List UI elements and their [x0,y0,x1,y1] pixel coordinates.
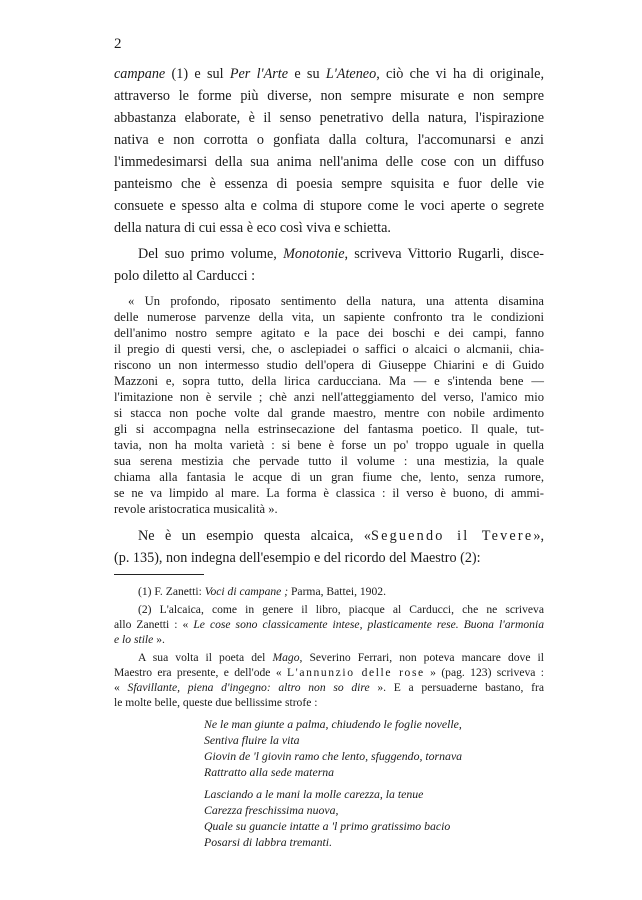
footnote-3-line: le molte belle, queste due bellissime strofe : [114,696,318,709]
footnote-3-line [138,650,544,666]
quote-line: Mazzoni e, sopra tutto, della lirica carducciana. Ma — e s'intenda bene — [114,374,544,388]
verse-line: Rattratto alla sede materna [204,765,335,779]
footnote-3-line [114,665,544,681]
quote-line: chiama alla fantasia le acque di un gran fiume che, lento, senza rumore, [114,470,544,484]
text-run: Maestro era presente, e dell'ode « [114,666,287,679]
quote-line: sua serena mestizia che pervade tutto il volume : una mestizia, la quale [114,454,544,468]
text-run: « [114,681,128,694]
verse-line: Posarsi di labbra tremanti. [204,835,333,849]
text-run: , Severino Ferrari, non poteva mancare dove il [299,651,544,664]
footnote-1 [138,584,568,600]
text-run: Ne è un esempio questa alcaica, « [138,528,371,544]
italic-quote: Sfavillante, piena d'ingegno: altro non so dire [127,681,370,694]
quote-line: il pregio di questi versi, che, o asclepiadei o saffici o alcaici o alcmanii, chia- [114,342,544,356]
text-line [114,64,544,84]
text-run: A sua volta il poeta del [138,651,273,664]
italic-title: Per l'Arte [229,66,289,82]
text-line: nativa e non corrotta o gonfiata dalla coltura, l'accomunarsi e anzi [114,132,544,148]
page-number: 2 [114,36,122,52]
text-line: attraverso le forme più diverse, non sempre misurate e non sempre [114,88,544,104]
text-line: l'immedesimarsi della sua anima nell'anima delle cose con un diffuso [114,154,544,170]
italic-quote: Le cose sono classicamente intese, plasticamente rese. Buona l'armonia [193,618,544,631]
quote-line: l'imitazione non è servile ; chè anzi nell'atteggiamento del verso, l'amico mio [114,390,544,404]
text-run: (1) e sul [165,66,230,82]
spaced-title: L'annunzio delle rose [286,666,425,679]
text-run: , ciò che vi ha di originale, [376,66,544,82]
text-run: , scriveva Vittorio Rugarli, disce- [344,246,545,262]
text-line [138,244,544,264]
text-run: », [533,528,544,544]
text-line: panteismo che è essenza di poesia sempre squisita e fuor delle vie [114,176,544,192]
footnote-rule [114,574,204,575]
verse-line: Giovin de 'l giovin ramo che lento, sfuggendo, tornava [204,749,463,763]
quote-line: delle numerose parvenze della vita, un sapiente confronto tra le condizioni [114,310,544,324]
italic-title: Monotonie [283,246,345,262]
footnote-2-line [114,632,544,648]
text-line [138,526,544,546]
footnote-2-line: (2) L'alcaica, come in genere il libro, piacque al Carducci, che ne scriveva [138,603,544,616]
verse-line: Carezza freschissima nuova, [204,803,339,817]
footnote-3-line [114,680,544,696]
italic-title: L'Ateneo [325,66,377,82]
text-line: (p. 135), non indegna dell'esempio e del ricordo del Maestro (2): [114,550,481,566]
italic-title: Voci di campane ; [204,585,289,598]
text-run: e su [288,66,326,82]
text-run: allo Zanetti : « [114,618,194,631]
verse-line: Sentiva fluire la vita [204,733,300,747]
text-run: ». E a persuaderne bastano, fra [369,681,545,694]
quote-line: tavia, non ha molta varietà : si bene è forse un po' troppo uguale in quella [114,438,544,452]
text-run: ». [153,633,165,646]
text-run: » (pag. 123) scriveva : [424,666,544,679]
quote-line: se ne va limpido al mare. La forma è classica : il verso è buono, di ammi- [114,486,544,500]
italic-title: Mago [272,651,300,664]
verse-line: Lasciando a le mani la molle carezza, la tenue [204,787,424,801]
text-run: (1) F. Zanetti: [138,585,205,598]
verse-line: Quale su guancie intatte a 'l primo gratissimo bacio [204,819,451,833]
quote-line: riscono un non intermesso studio dell'opera di Giuseppe Chiarini e di Guido [114,358,544,372]
italic-word: campane [114,66,166,82]
footnote-2-line [114,617,544,633]
text-line: consuete e spesso alta e colma di stupore come le voci aperte o segrete [114,198,544,214]
italic-quote: e lo stile [114,633,154,646]
quote-line: dell'animo nostro sempre agitato e la pace dei boschi e dei campi, fanno [114,326,544,340]
quote-line: « Un profondo, riposato sentimento della natura, una attenta disamina [128,294,544,308]
text-line: polo diletto al Carducci : [114,268,256,284]
text-run: Parma, Battei, 1902. [288,585,386,598]
quote-line: revole aristocratica musicalità ». [114,502,278,516]
quote-line: gli si accompagna nella estrinsecazione del fantasma poetico. Il quale, tut- [114,422,544,436]
text-line: della natura di cui essa è eco così viva e schietta. [114,220,391,236]
quote-line: si stacca non poche volte dal grande maestro, mentre con nobile ardimento [114,406,544,420]
text-line: abbastanza elaborate, è il senso penetrativo della natura, l'ispirazione [114,110,544,126]
text-run: Del suo primo volume, [138,246,284,262]
verse-line: Ne le man giunte a palma, chiudendo le foglie novelle, [204,717,462,731]
spaced-title: Seguendo il Tevere [370,528,534,544]
